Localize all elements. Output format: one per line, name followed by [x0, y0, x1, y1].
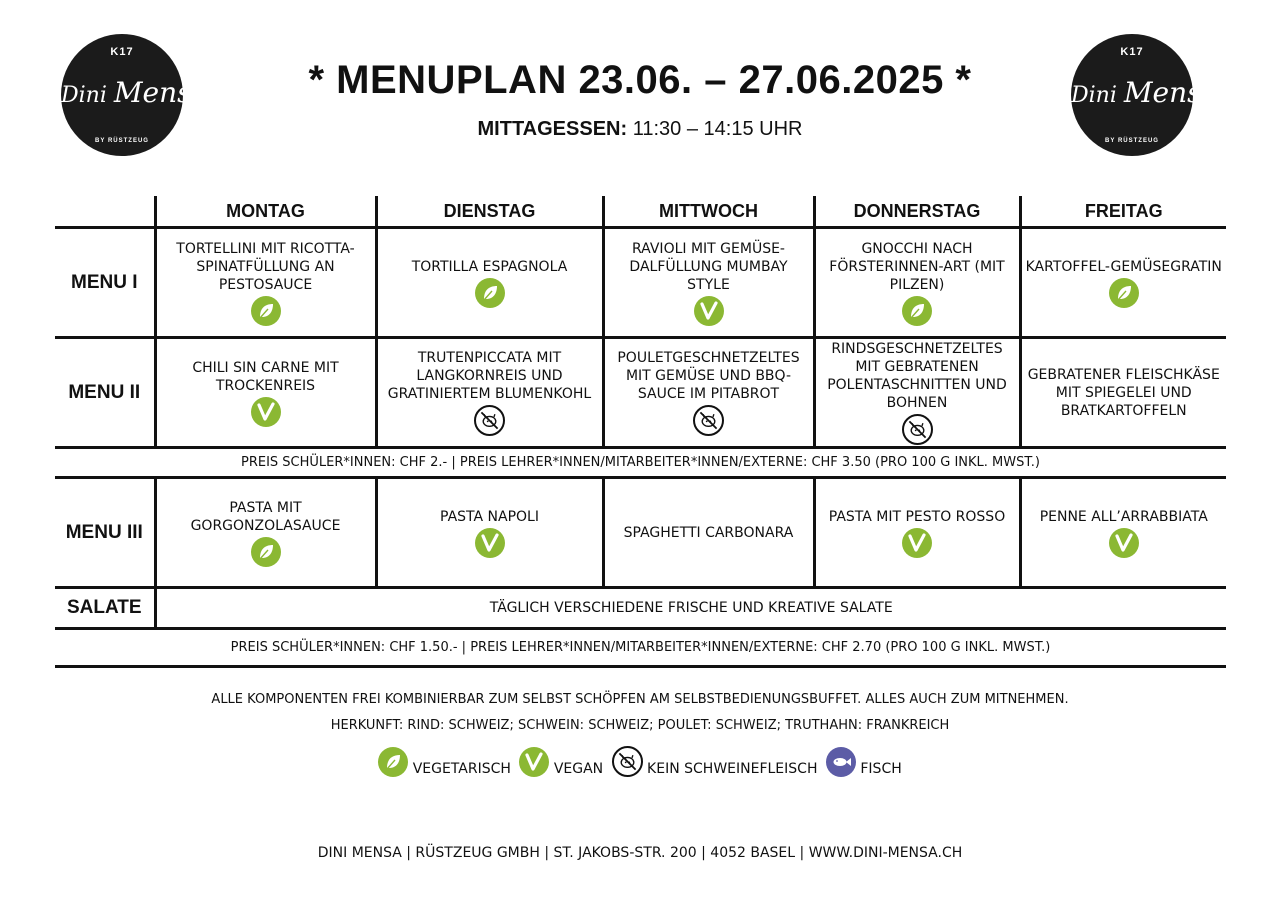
dish-name: RAVIOLI MIT GEMÜSE-DALFÜLLUNG MUMBAY STYLE — [629, 240, 788, 293]
dish-name: TRUTENPICCATA MIT LANGKORNREIS UND GRATINIERTEM BLUMENKOHL — [387, 350, 592, 402]
page-title: * MENUPLAN 23.06. – 27.06.2025 * — [308, 58, 972, 102]
vegetarian-icon — [902, 296, 932, 326]
dish-cell — [814, 338, 1020, 448]
vegan-icon — [1109, 528, 1139, 558]
dish-name: POULETGESCHNETZELTES MIT GEMÜSE UND BBQ-SAUCE IM PITABROT — [617, 350, 800, 402]
dish-name: PASTA MIT PESTO ROSSO — [828, 508, 1006, 525]
logo-script: Dini Mensa — [1071, 76, 1219, 109]
menu-label: MENU III — [55, 478, 155, 588]
dish-cell — [814, 478, 1020, 588]
legend-fish: FISCH — [826, 745, 902, 777]
price-row-salad — [55, 629, 1226, 667]
salad-row — [55, 588, 1226, 629]
vegan-icon — [475, 528, 505, 558]
vegetarian-icon — [251, 296, 281, 326]
lunch-label: MITTAGESSEN: — [477, 118, 628, 140]
dish-cell — [603, 228, 814, 338]
salad-text: TÄGLICH VERSCHIEDENE FRISCHE UND KREATIVE SALATE — [155, 588, 1226, 629]
dish-name: CHILI SIN CARNE MIT TROCKENREIS — [192, 359, 339, 394]
lunch-hours — [0, 118, 1280, 141]
dish-name: GEBRATENER FLEISCHKÄSE MIT SPIEGELEI UND BRATKARTOFFELN — [1027, 366, 1220, 419]
menu-row — [55, 228, 1226, 338]
menu-row — [55, 338, 1226, 448]
dish-cell — [376, 228, 603, 338]
dish-name: PENNE ALL’ARRABBIATA — [1039, 508, 1208, 525]
vegetarian-icon — [251, 537, 281, 567]
legend-no-pork: KEIN SCHWEINEFLEISCH — [612, 744, 818, 777]
dish-cell — [1020, 338, 1226, 448]
legend-vegan: VEGAN — [519, 745, 603, 777]
vegan-icon — [694, 296, 724, 326]
legend-vegetarian: VEGETARISCH — [378, 745, 511, 777]
fish-icon — [826, 747, 856, 777]
salad-label: SALATE — [55, 588, 155, 629]
vegetarian-icon — [475, 278, 505, 308]
dish-cell — [814, 228, 1020, 338]
dish-name: KARTOFFEL-GEMÜSEGRATIN — [1025, 258, 1222, 275]
no-pork-icon — [693, 405, 724, 436]
corner-cell — [55, 196, 155, 228]
logo-k17: K17 — [1120, 46, 1144, 58]
no-pork-icon — [612, 746, 643, 777]
price-main: PREIS SCHÜLER*INNEN: CHF 2.- | PREIS LEHRER*INNEN/MITARBEITER*INNEN/EXTERNE: CHF 3.50 (PRO 100 G INKL. MWST.) — [55, 448, 1226, 478]
note-origin: HERKUNFT: RIND: SCHWEIZ; SCHWEIN: SCHWEIZ; POULET: SCHWEIZ; TRUTHAHN: FRANKREICH — [330, 718, 950, 733]
dish-name: TORTELLINI MIT RICOTTA-SPINATFÜLLUNG AN PESTOSAUCE — [176, 240, 355, 293]
dish-cell — [155, 478, 376, 588]
logo-by: BY RÜSTZEUG — [95, 138, 149, 144]
menu-label: MENU II — [55, 338, 155, 448]
menu-label: MENU I — [55, 228, 155, 338]
dish-cell — [155, 228, 376, 338]
price-salad: PREIS SCHÜLER*INNEN: CHF 1.50.- | PREIS LEHRER*INNEN/MITARBEITER*INNEN/EXTERNE: CHF 2.70 (PRO 100 G INKL. MWST.) — [55, 629, 1226, 667]
no-pork-icon — [474, 405, 505, 436]
dish-cell — [376, 478, 603, 588]
note-combinable: ALLE KOMPONENTEN FREI KOMBINIERBAR ZUM SELBST SCHÖPFEN AM SELBSTBEDIENUNGSBUFFET. ALLES AUCH ZUM MITNEHMEN. — [211, 692, 1069, 707]
dish-name: RINDSGESCHNETZELTES MIT GEBRATENEN POLENTASCHNITTEN UND BOHNEN — [827, 341, 1007, 411]
footer-address: DINI MENSA | RÜSTZEUG GMBH | ST. JAKOBS-STR. 200 | 4052 BASEL | WWW.DINI-MENSA.CH — [317, 845, 963, 861]
menu-row — [55, 478, 1226, 588]
dish-name: TORTILLA ESPAGNOLA — [411, 258, 568, 275]
dish-name: GNOCCHI NACH FÖRSTERINNEN-ART (MIT PILZEN) — [829, 240, 1005, 293]
day-header-row — [55, 196, 1226, 228]
day-wednesday: MITTWOCH — [603, 196, 814, 228]
dish-cell — [376, 338, 603, 448]
legend — [0, 744, 1280, 777]
dish-cell — [603, 478, 814, 588]
price-row — [55, 448, 1226, 478]
menu-table — [55, 196, 1226, 668]
no-pork-icon — [902, 414, 933, 445]
vegan-icon — [902, 528, 932, 558]
dish-cell — [155, 338, 376, 448]
dish-cell — [603, 338, 814, 448]
logo-script: Dini Mensa — [61, 76, 209, 109]
dish-name: PASTA MIT GORGONZOLASAUCE — [190, 499, 341, 534]
dish-cell — [1020, 228, 1226, 338]
day-thursday: DONNERSTAG — [814, 196, 1020, 228]
day-monday: MONTAG — [155, 196, 376, 228]
vegetarian-icon — [378, 747, 408, 777]
day-tuesday: DIENSTAG — [376, 196, 603, 228]
vegan-icon — [251, 397, 281, 427]
dish-name: SPAGHETTI CARBONARA — [623, 524, 794, 541]
vegan-icon — [519, 747, 549, 777]
dish-name: PASTA NAPOLI — [440, 508, 539, 525]
logo-k17: K17 — [110, 46, 134, 58]
lunch-time: 11:30 – 14:15 UHR — [632, 118, 803, 140]
dish-cell — [1020, 478, 1226, 588]
vegetarian-icon — [1109, 278, 1139, 308]
day-friday: FREITAG — [1020, 196, 1226, 228]
logo-by: BY RÜSTZEUG — [1105, 138, 1159, 144]
